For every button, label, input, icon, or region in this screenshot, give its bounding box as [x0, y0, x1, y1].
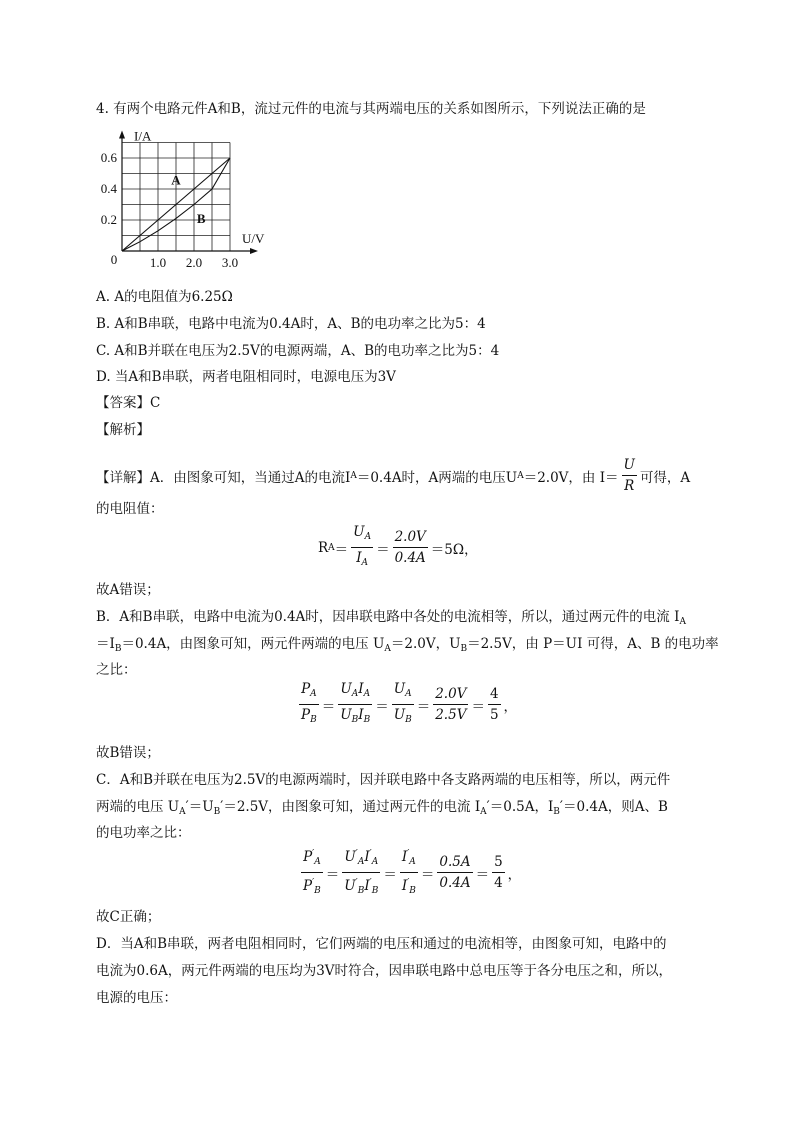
eq-b-den4: 5: [489, 707, 499, 723]
x-tick-label: 1.0: [149, 255, 167, 269]
detail-a-line1: [96, 456, 690, 495]
x-axis-arrow: [250, 248, 258, 254]
detail-label: 【详解】: [96, 469, 150, 486]
eq-ra-left: R: [318, 539, 329, 556]
answer-value: C: [150, 395, 161, 411]
eq-ra-num2: 2.0V: [393, 528, 428, 548]
detail-d-line3: 电源的电压：: [96, 990, 177, 1006]
detail-b-text5: ＝2.5V，由 P＝UI 可得，A、B 的电功率: [467, 636, 719, 652]
detail-b-text1: B．A和B串联，电路中电流为0.4A时，因串联电路中各处的电流相等，所以，通过两元件的电流 I: [96, 609, 680, 625]
grid-lines: [122, 143, 230, 252]
ohm-fraction: [622, 456, 637, 495]
detail-c-conclusion: 故C正确；: [96, 909, 161, 925]
analysis-label: 【解析】: [96, 422, 150, 438]
option-a: A. A的电阻值为6.25Ω: [96, 289, 233, 305]
detail-c-line2: 两端的电压 $U_A'=U_B'=2.5V$，由图象可知，通过两元件的电流 $I_A'=0.5A$，$I_B'=0.4A$，则A、B: [96, 799, 668, 817]
eq-ra-den2: 0.4A: [394, 550, 426, 566]
detail-b-line1: B．A和B串联，电路中电流为0.4A时，因串联电路中各处的电流相等，所以，通过两元件的电流 $I_A$: [96, 609, 686, 627]
eq-c-num4: 5: [492, 853, 505, 873]
eq-ra-result: ＝5Ω，: [430, 541, 478, 558]
ohm-den: R: [624, 478, 635, 494]
answer-line: [96, 391, 160, 411]
option-d: D. 当A和B串联，两者电阻相同时，电源电压为3V: [96, 369, 396, 385]
series-a-label: A: [171, 172, 181, 188]
detail-b-conclusion: 故B错误；: [96, 745, 160, 761]
x-axis-label: U/V: [242, 231, 265, 246]
eq-b-num3: 2.0V: [433, 685, 468, 705]
detail-d-line1: D．当A和B串联，两者电阻相同时，它们两端的电压和通过的电流相等，由图象可知，电路中的: [96, 936, 667, 952]
x-tick-label: 2.0: [185, 255, 203, 269]
eq-ra-left-sub: A: [328, 542, 335, 553]
sub-a1: A: [350, 470, 357, 481]
equation-power-b: $\frac{P_A}{P_B}$ ＝ $\frac{U_AI_A}{U_BI_B}$ ＝ $\frac{U_A}{U_B}$ ＝ $\frac{2.0V}{2.5V}$ ＝ $\frac{4}{5}$ ，: [301, 681, 518, 725]
eq-ra-num1: U: [353, 524, 365, 540]
origin-label: 0: [110, 252, 118, 267]
y-tick-label: 0.2: [100, 212, 117, 227]
detail-a-conclusion: 故A错误；: [96, 582, 160, 598]
equation-power-c: $\frac{P'_A}{P'_B}$ ＝ $\frac{U'_AI'_A}{U'_BI'_B}$ ＝ $\frac{I'_A}{I'_B}$ ＝ $\frac{0.5A}{0.4A}$ ＝ $\frac{5}{4}$ ，: [298, 845, 521, 900]
y-axis-arrow: [119, 131, 125, 139]
detail-b-line3: 之比：: [96, 662, 137, 678]
detail-a-text2: ＝0.4A时，A两端的电压U: [356, 469, 518, 486]
detail-c-line3: 的电功率之比：: [96, 825, 191, 841]
question-stem: 4. 有两个电路元件A和B，流过元件的电流与其两端电压的关系如图所示，下列说法正确的是: [96, 101, 646, 117]
y-axis-label: I/A: [134, 128, 152, 144]
eq-ra-den1: I: [356, 550, 362, 566]
detail-b-text4: ＝2.0V，U: [390, 636, 461, 652]
eq-b-den3: 2.5V: [435, 707, 467, 723]
x-tick-label: 3.0: [221, 255, 239, 269]
detail-b-line2: $=I_B=0.4A$，由图象可知，两元件两端的电压 $U_A=2.0V$，$U_B=2.5V$，由 P＝UI 可得，A、B 的电功率: [96, 636, 719, 654]
series-b-label: B: [196, 211, 206, 227]
detail-b-text2: ＝I: [96, 636, 115, 652]
detail-c-line1: C．A和B并联在电压为2.5V的电源两端时，因并联电路中各支路两端的电压相等，所以，两元件: [96, 772, 671, 788]
eq-c-den4: 4: [494, 875, 503, 891]
detail-a-line2: 的电阻值：: [96, 501, 164, 517]
eq-c-num3: 0.5A: [437, 853, 472, 873]
eq-ra-frac1: $\frac{U_A}{I_A}$: [353, 524, 372, 568]
detail-d-line2: 电流为0.6A，两元件两端的电压均为3V时符合，因串联电路中总电压等于各分电压之和，所以，: [96, 963, 673, 979]
eq-ra-frac2: [393, 528, 428, 567]
detail-a-text3: ＝2.0V，由 I＝: [523, 469, 619, 486]
detail-b-text3: ＝0.4A，由图象可知，两元件两端的电压 U: [121, 636, 385, 652]
answer-label: 【答案】: [96, 395, 150, 411]
option-b: B. A和B串联，电路中电流为0.4A时，A、B的电功率之比为5：4: [96, 316, 486, 332]
eq-c-den3: 0.4A: [439, 875, 471, 891]
ohm-num: U: [622, 456, 637, 476]
detail-a-text4: 可得，A: [639, 469, 691, 486]
equation-ra: R A ＝ $\frac{U_A}{I_A}$ ＝ $\frac{2.0V}{0.4A}$ ＝5Ω，: [318, 523, 478, 572]
detail-a-text1: A．由图象可知，当通过A的电流I: [150, 469, 351, 486]
sub-a2: A: [517, 470, 524, 481]
eq-b-num4: 4: [488, 685, 501, 705]
y-tick-label: 0.6: [100, 150, 117, 165]
iv-graph: [96, 124, 276, 269]
option-c: C. A和B并联在电压为2.5V的电源两端，A、B的电功率之比为5：4: [96, 343, 500, 359]
y-tick-label: 0.4: [100, 181, 117, 196]
